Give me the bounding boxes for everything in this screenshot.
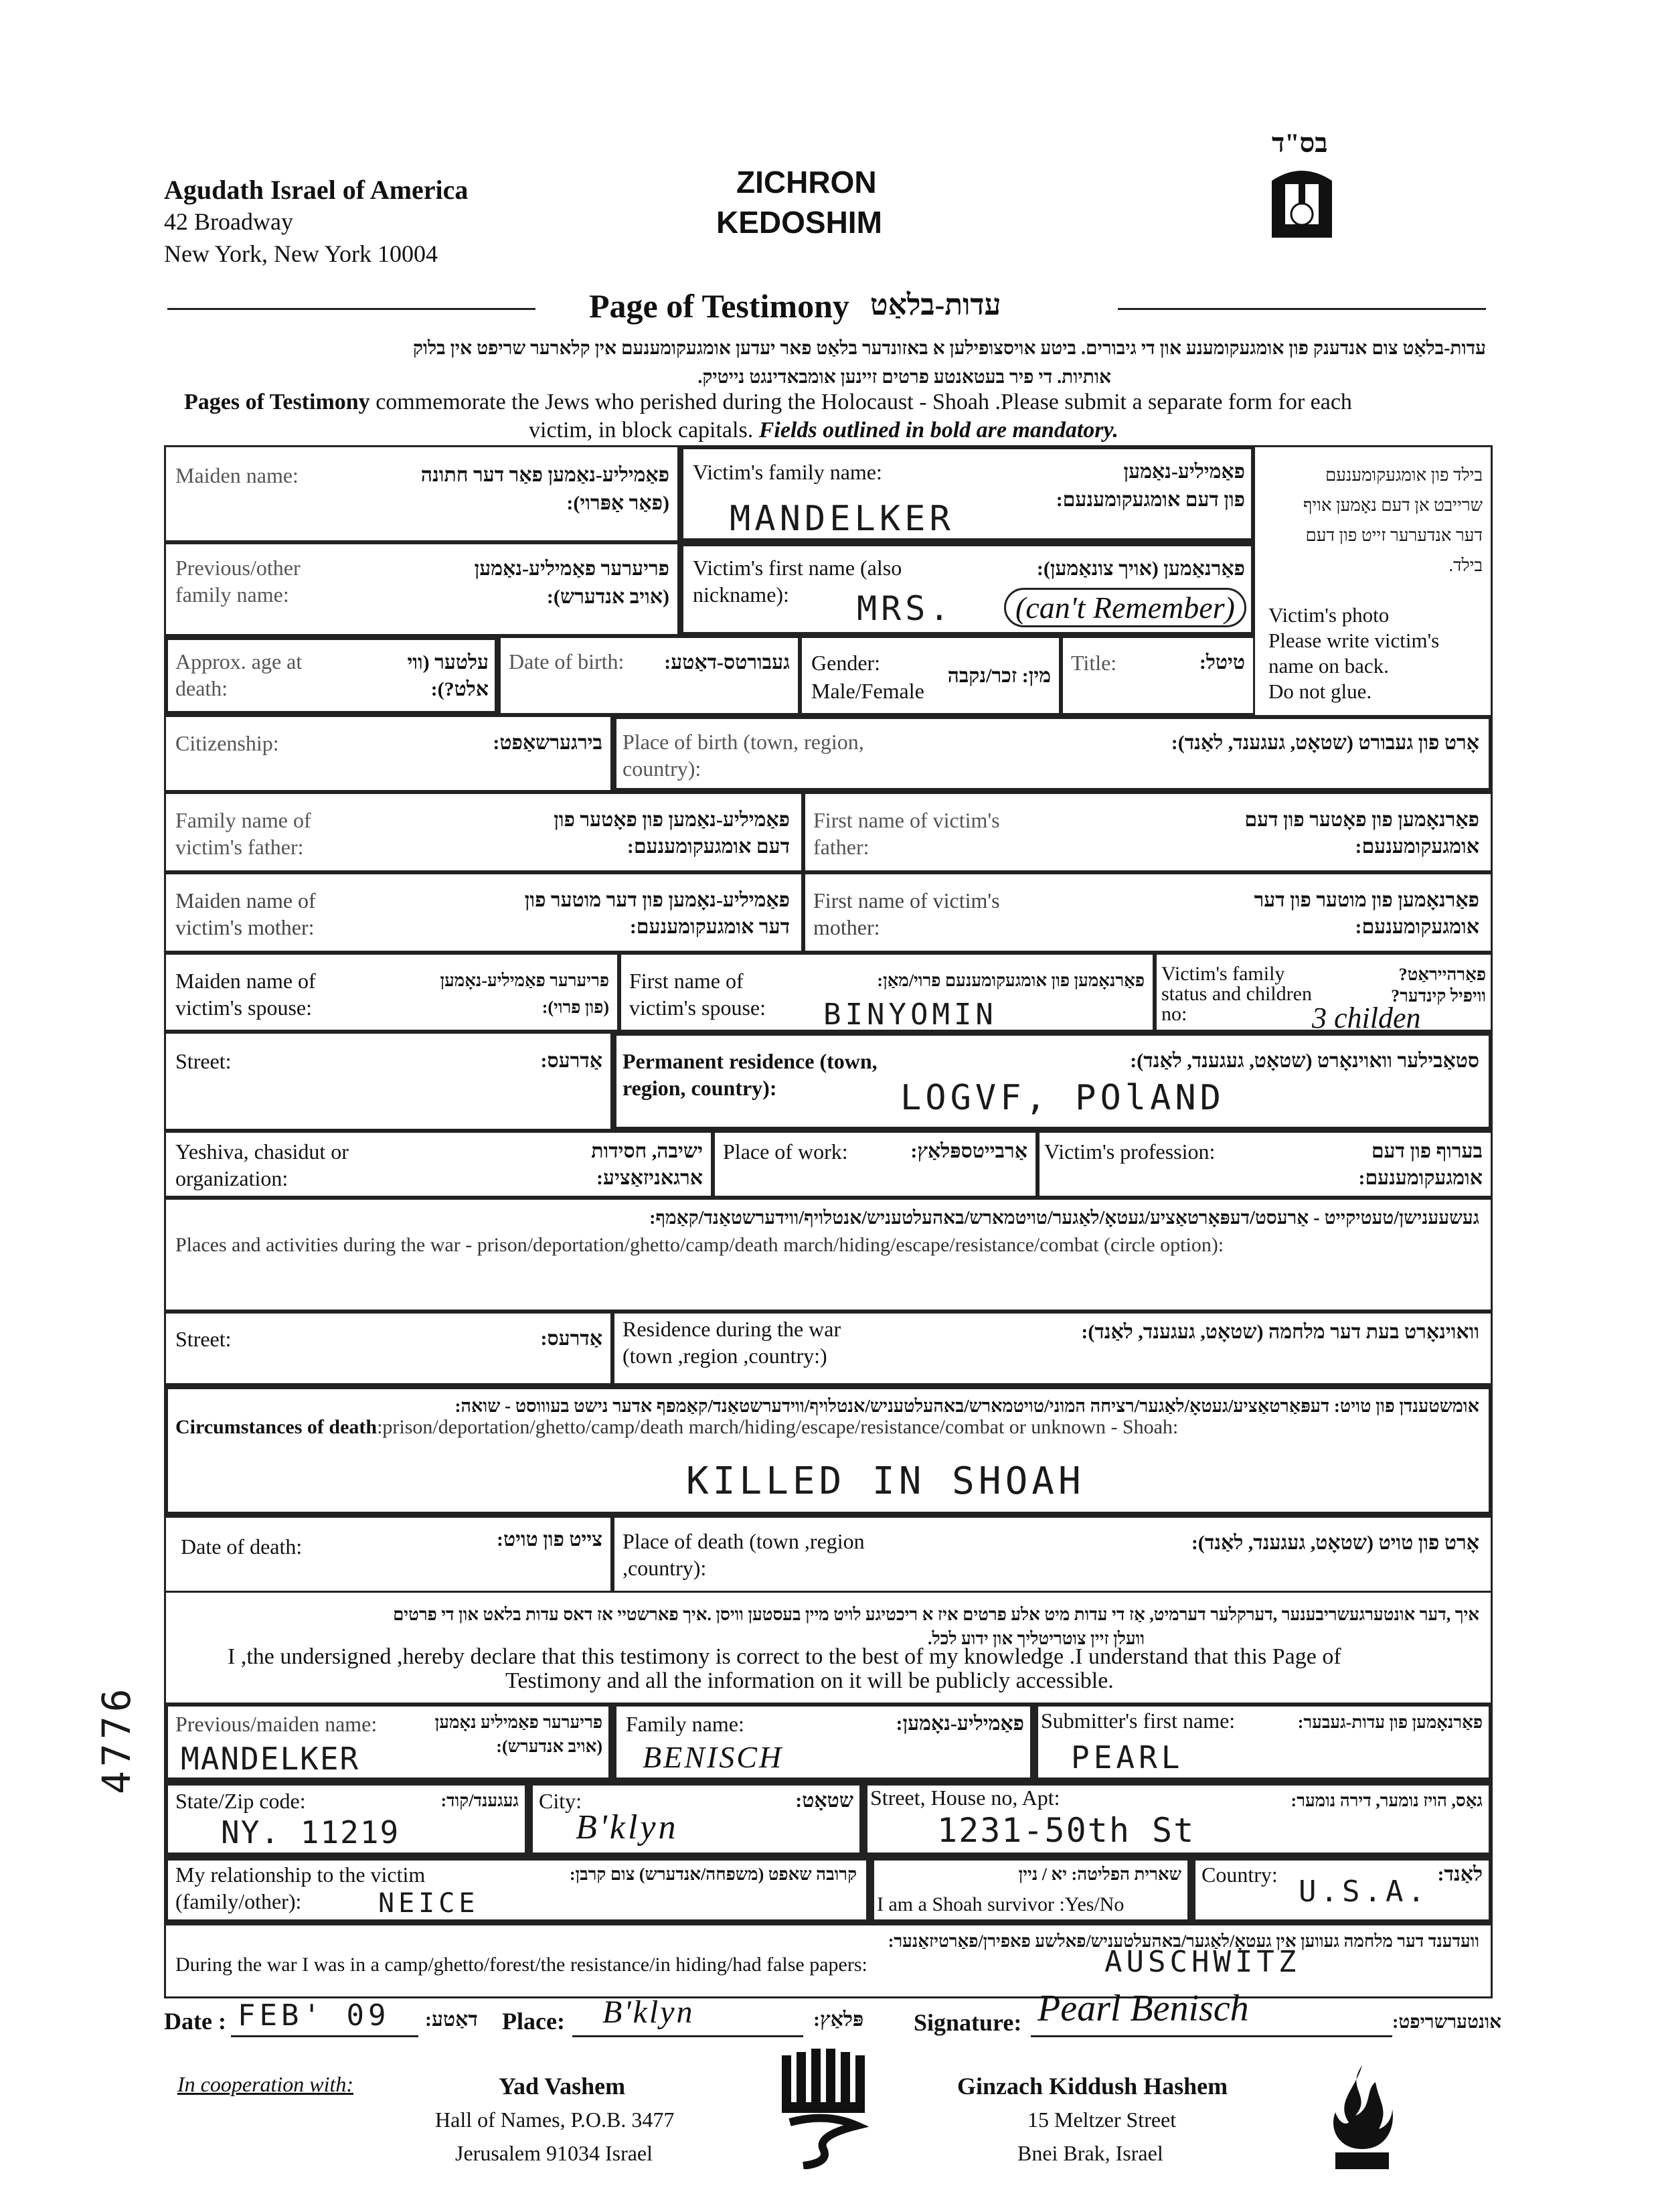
submitter-first-name-label: Submitter's first name: <box>1041 1709 1236 1733</box>
submitter-family-name-label: Family name: <box>626 1712 744 1736</box>
family-status-value: 3 childen <box>1312 1002 1421 1034</box>
maiden-name-label-he: פאַמיליע-נאַמען פאַר דער חתונה <box>420 464 669 486</box>
place-of-work-label-he: אַרבייטספּלאַץ: <box>910 1140 1027 1162</box>
date-of-birth-label: Date of birth: <box>509 649 625 674</box>
mother-maiden-name-label: Maiden name of victim's mother: <box>175 888 316 939</box>
margin-reference-number: 4776 <box>94 1684 139 1794</box>
spouse-maiden-name-label: Maiden name of victim's spouse: <box>175 969 316 1020</box>
photo-instructions-he-3: דער אנדערער זייט פון דעם <box>1305 526 1483 545</box>
yad-vashem-address-1: Hall of Names, P.O.B. 3477 <box>435 2108 675 2132</box>
signature-label: Signature: <box>914 2009 1022 2036</box>
place-label: Place: <box>502 2008 565 2035</box>
signature-value: Pearl Benisch <box>1038 1988 1249 2029</box>
victim-first-name-note: (can't Remember) <box>1004 588 1246 627</box>
submitter-first-name-value: PEARL <box>1071 1739 1184 1775</box>
page-title: Page of Testimony <box>589 287 849 325</box>
gender-label-he: מין: זכר/נקבה <box>947 665 1051 687</box>
photo-instructions-he-4: בילד. <box>1448 556 1483 575</box>
date-value: FEB' 09 <box>238 1998 390 2033</box>
gender-label: Gender: <box>811 651 881 675</box>
date-of-birth-label-he: געבורטס-דאַטע: <box>664 651 790 674</box>
title-label-he: טיטל: <box>1199 651 1245 674</box>
org-logo-icon <box>1265 161 1339 241</box>
submitter-previous-name-label-he: פריערער פאַמיליע נאָמען (אויב אנדערש): <box>434 1713 602 1756</box>
intro-english-2 <box>529 418 1118 443</box>
place-of-birth-label-he: אָרט פון געבורט (שטאָט, געגענד, לאַנד): <box>1171 732 1479 754</box>
family-status-label: Victim's family status and children no: <box>1161 963 1312 1025</box>
during-war-label-he: וועדענד דער מלחמה געווען אין געטאָ/לאַגער/באהעלטעניש/פאלשע פאפירן/פאַרטיזאַנער: <box>888 1931 1479 1951</box>
father-family-name-label: Family name of victim's father: <box>175 808 311 859</box>
spouse-first-name-label: First name of victim's spouse: <box>629 969 766 1020</box>
submitter-previous-name-label: Previous/maiden name: <box>175 1712 378 1736</box>
program-title-line2: KEDOSHIM <box>716 205 882 240</box>
street-house-label: Street, House no, Apt: <box>870 1786 1060 1810</box>
victim-family-name-value: MANDELKER <box>730 499 954 539</box>
during-war-value: AUSCHWITZ <box>1104 1945 1301 1979</box>
date-of-death-label: Date of death: <box>181 1534 303 1559</box>
victim-first-name-label-he: פאַרנאַמען (אויך צונאַמען): <box>1036 558 1245 580</box>
spouse-first-name-value: BINYOMIN <box>823 998 997 1032</box>
submitter-family-name-label-he: פאַמיליע-נאָמען: <box>896 1713 1024 1735</box>
place-of-work-label: Place of work: <box>723 1139 848 1164</box>
ginzach-name: Ginzach Kiddush Hashem <box>957 2073 1228 2100</box>
relationship-value: NEICE <box>378 1888 479 1919</box>
yad-vashem-address-2: Jerusalem 91034 Israel <box>455 2141 653 2165</box>
org-name: Agudath Israel of America <box>164 175 469 205</box>
place-value: B'klyn <box>602 1994 695 2030</box>
victim-family-name-label-he: פאַמיליע-נאַמען <box>1123 461 1245 483</box>
hebrew-blessing-mark: בס"ד <box>1272 128 1328 158</box>
during-war-label: During the war I was in a camp/ghetto/forest/the resistance/in hiding/had false papers: <box>175 1954 867 1976</box>
photo-instructions-he-1: בילד פון אומגעקומענעם <box>1325 465 1483 485</box>
cooperation-label: In cooperation with: <box>177 2072 354 2096</box>
declaration-en-1: I ,the undersigned ,hereby declare that this testimony is correct to the best of my knowledge .I understand that this Page of <box>228 1644 1341 1669</box>
title-rule-right <box>1118 308 1486 310</box>
intro-english-1 <box>184 390 1352 415</box>
intro-hebrew-1: עדות-בלאַט צום אנדענק פון אומגעקומענע און די גיבורים. ביטע אויסצופילען א באזונדער בלאַט פאר יעדען אומגעקומענעם אין קלארער שריפט אין בלוק <box>412 338 1486 359</box>
intro-english-2a: victim, in block capitals. <box>529 418 759 443</box>
photo-instructions-en: Victim's photo Please write victim's name on back. Do not glue. <box>1268 603 1440 703</box>
country-label-he: לאַנד: <box>1437 1863 1483 1885</box>
war-residence-label-he: וואוינאָרט בעת דער מלחמה (שטאָט, געגענד, לאַנד): <box>1081 1321 1479 1343</box>
ginzach-flame-logo-icon <box>1325 2062 1399 2176</box>
street-label: Street: <box>175 1049 232 1073</box>
declaration-he-1: איך ,דער אונטערגעשריבענער ,דערקלער דערמיט, אַז די עדות מיט אלע פרטים איז א ריכטיגע לויט מיין בעסטען וויסן .איך פארשטיי אז דאס עדות בלאט און די פרטים <box>393 1605 1479 1624</box>
title-label: Title: <box>1071 651 1117 675</box>
zip-code-label-he: געגענד/קוד: <box>440 1791 519 1810</box>
place-of-death-label-he: אָרט פון טויט (שטאָט, געגענד, לאַנד): <box>1191 1532 1479 1554</box>
city-label-he: שטאָט: <box>795 1790 853 1812</box>
intro-hebrew-2: אותיות. די פיר בעטאנטע פרטים זיינען אומבאדינגט נייטיק. <box>697 367 1111 388</box>
citizenship-label-he: בירגערשאַפט: <box>493 732 602 754</box>
street-house-value: 1231-50th St <box>937 1811 1195 1850</box>
ginzach-address-2: Bnei Brak, Israel <box>1017 2141 1163 2165</box>
yeshiva-label-he: ישיבה, חסידות ארגאניזאַציע: <box>591 1140 703 1189</box>
war-street-label-he: אַדרעס: <box>540 1328 602 1350</box>
citizenship-label: Citizenship: <box>175 731 279 755</box>
mother-maiden-name-label-he: פאַמיליע-נאָמען פון דער מוטער פון דער אומגעקומענעם: <box>524 889 790 938</box>
mother-first-name-label: First name of victim's mother: <box>813 888 1000 939</box>
permanent-residence-label: Permanent residence (town, region, country): <box>622 1049 878 1100</box>
yeshiva-label: Yeshiva, chasidut or organization: <box>175 1139 349 1190</box>
zip-code-value: NY. 11219 <box>221 1814 400 1850</box>
zip-code-label: State/Zip code: <box>175 1789 306 1813</box>
survivor-label: I am a Shoah survivor :Yes/No <box>877 1893 1125 1915</box>
father-first-name-label: First name of victim's father: <box>813 808 1000 859</box>
relationship-label: My relationship to the victim (family/other): <box>175 1863 426 1913</box>
war-activities-label: Places and activities during the war - prison/deportation/ghetto/camp/death march/hiding/escape/resistance/combat (circle option): <box>175 1234 1224 1256</box>
profession-label: Victim's profession: <box>1044 1139 1216 1164</box>
war-street-label: Street: <box>175 1327 232 1351</box>
circumstances-of-death-label-he: אומשטענדן פון טויט: דעפּאַרטאַציע/געטאָ/לאַגער/רציחה המוני/טויטמארש/באהעלטעניש/אנטלויף/ווידערשטאַנד/קאַמפף אדער נישט בעוווסט - שואה: <box>454 1396 1479 1416</box>
street-house-label-he: גאַס, הויז נומער, דירה נומער: <box>1291 1791 1483 1810</box>
intro-english-bold: Pages of Testimony <box>184 390 370 414</box>
intro-mandatory-note: Fields outlined in bold are mandatory. <box>758 418 1118 443</box>
declaration-en-2: Testimony and all the information on it will be publicly accessible. <box>505 1668 1114 1693</box>
permanent-residence-value: LOGVF, POlAND <box>900 1078 1225 1118</box>
profession-label-he: בערוף פון דעם אומגעקומענעם: <box>1358 1140 1483 1189</box>
ginzach-address-1: 15 Meltzer Street <box>1027 2108 1177 2132</box>
previous-family-name-label-he2: (אויב אנדערש): <box>546 586 669 608</box>
country-label: Country: <box>1201 1863 1278 1887</box>
country-value: U.S.A. <box>1299 1875 1429 1909</box>
previous-family-name-label-he: פריערער פאַמיליע-נאַמען <box>474 558 669 580</box>
spouse-maiden-name-label-he: פריערער פאַמיליע-נאָמען (פון פרוי): <box>440 971 609 1017</box>
org-city: New York, New York 10004 <box>164 240 438 267</box>
father-family-name-label-he: פאַמיליע-נאַמען פון פאָטער פון דעם אומגעקומענעם: <box>554 809 790 858</box>
submitter-family-name-value: BENISCH <box>643 1740 784 1774</box>
photo-instructions-he-2: שרייבט אן דעם נאָמען אויף <box>1303 495 1483 515</box>
war-residence-label: Residence during the war (town ,region ,country:) <box>622 1317 841 1368</box>
victim-family-name-label: Victim's family name: <box>693 460 882 484</box>
mother-first-name-label-he: פאַרנאָמען פון מוטער פון דער אומגעקומענעם: <box>1254 889 1479 938</box>
place-of-death-label: Place of death (town ,region ,country): <box>622 1529 865 1580</box>
relationship-label-he: קרובה שאפט (משפחה/אנדערש) צום קרבן: <box>569 1865 857 1884</box>
yad-vashem-name: Yad Vashem <box>499 2073 626 2100</box>
place-label-he: פּלאַץ: <box>813 2008 864 2031</box>
victim-first-name-value: MRS. <box>857 589 954 628</box>
org-street: 42 Broadway <box>164 208 293 235</box>
program-title-line1: ZICHRON <box>736 165 877 200</box>
circumstances-of-death-value: KILLED IN SHOAH <box>686 1459 1085 1503</box>
family-status-label-he: פאַרהייראַט? וויפיל קינדער? <box>1391 965 1486 1006</box>
street-field[interactable] <box>164 1032 612 1131</box>
title-rule-left <box>167 308 535 310</box>
circumstances-of-death-title: Circumstances of death <box>175 1416 378 1438</box>
circumstances-of-death-label <box>175 1414 1178 1441</box>
date-label-he: דאַטע: <box>425 2008 478 2031</box>
date-label: Date : <box>164 2008 226 2035</box>
city-value: B'klyn <box>576 1808 679 1846</box>
victim-family-name-label-he2: פון דעם אומגעקומענעם: <box>1056 489 1245 511</box>
date-of-death-label-he: צייט פון טויט: <box>497 1528 602 1551</box>
circumstances-of-death-options: :prison/deportation/ghetto/camp/death march/hiding/escape/resistance/combat or unknown - Shoah: <box>377 1416 1179 1438</box>
father-first-name-label-he: פאַרנאָמען פון פאָטער פון דעם אומגעקומענעם: <box>1244 809 1479 858</box>
approx-age-label-he: עלטער (ווי אלט?): <box>407 651 489 700</box>
yad-vashem-logo-icon <box>776 2049 877 2169</box>
victim-first-name-label: Victim's first name (also nickname): <box>693 556 902 607</box>
spouse-first-name-label-he: פאַרנאָמען פון אומגעקומענעם פרוי/מאַן: <box>877 971 1145 990</box>
signature-label-he: אונטערשריפט: <box>1392 2012 1502 2033</box>
previous-family-name-label: Previous/other family name: <box>175 556 301 607</box>
place-of-birth-label: Place of birth (town, region, country): <box>622 730 864 781</box>
declaration-he-2: וועלן זיין צוטריטליך און ידוע לכל. <box>927 1629 1145 1648</box>
permanent-residence-label-he: סטאַבילער וואוינאָרט (שטאָט, געגענד, לאַנד): <box>1130 1050 1479 1072</box>
approx-age-label: Approx. age at death: <box>175 649 303 700</box>
street-label-he: אַדרעס: <box>540 1050 602 1072</box>
maiden-name-label-he2: (פאַר אַפּרוי): <box>566 492 669 514</box>
submitter-first-name-label-he: פאַרנאָמען פון עדות-געבער: <box>1297 1713 1483 1732</box>
city-label: City: <box>539 1789 582 1813</box>
page-title-hebrew: עדות-בלאַט <box>870 289 1001 321</box>
submitter-previous-name-value: MANDELKER <box>181 1741 360 1777</box>
gender-options: Male/Female <box>811 679 924 703</box>
survivor-label-he: שארית הפליטה: יא / ניין <box>1018 1865 1181 1884</box>
maiden-name-label: Maiden name: <box>175 463 299 487</box>
intro-english-rest: commemorate the Jews who perished during the Holocaust - Shoah .Please submit a separate form for each <box>369 390 1352 414</box>
war-activities-label-he: געשעענישן/טעטיקייט - אַרעסט/דעפּאָרטאַציע/געטאָ/לאַגער/טויטמארש/באהעלטעניש/אנטלויף/ווידערשטאַנד/קאַמף: <box>649 1208 1479 1229</box>
